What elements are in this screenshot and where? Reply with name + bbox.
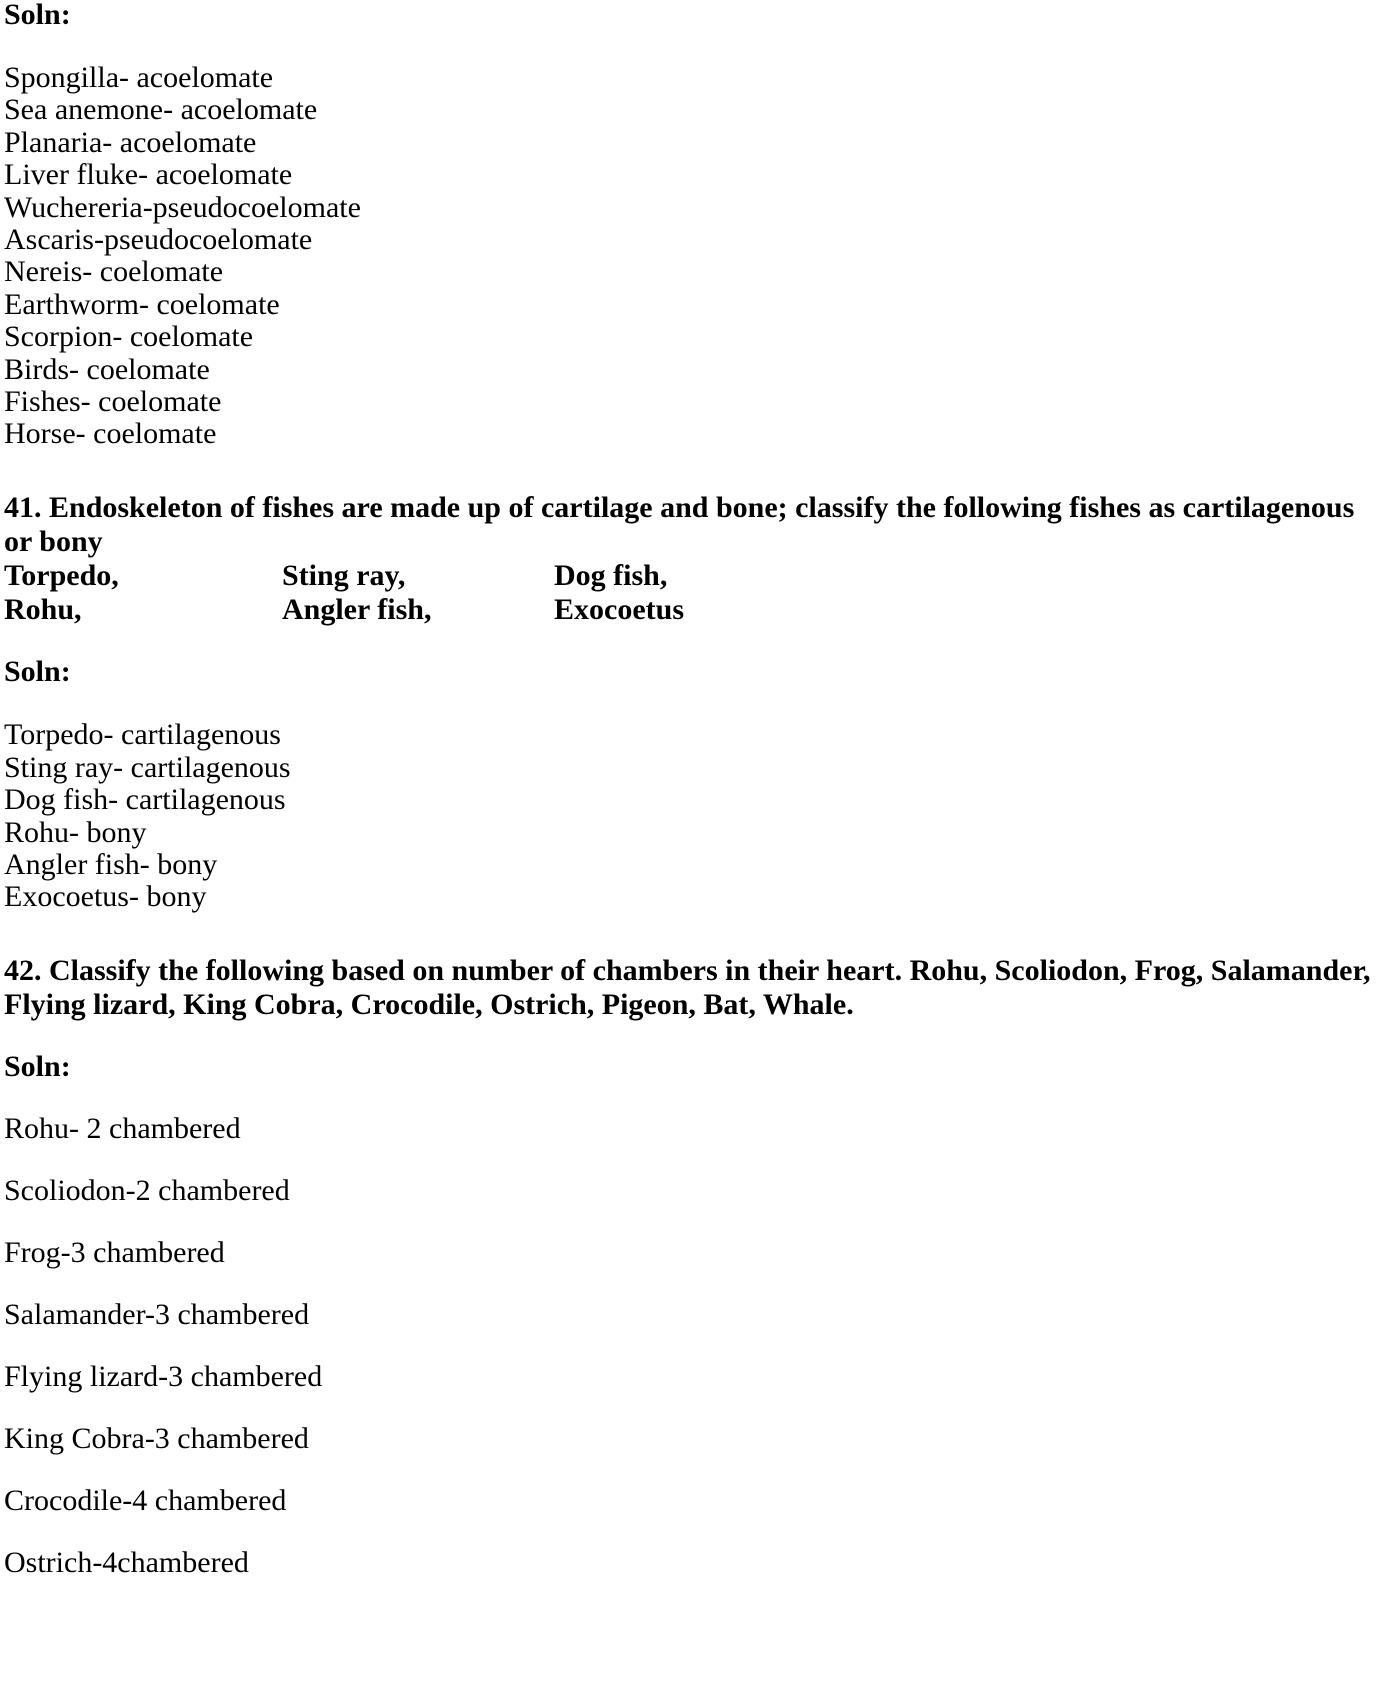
list-item: Scorpion- coelomate — [4, 320, 254, 354]
list-item: Flying lizard-3 chambered — [4, 1360, 323, 1394]
fish-cell: Sting ray, — [282, 559, 406, 593]
list-item: Rohu- 2 chambered — [4, 1112, 241, 1146]
list-item: Sting ray- cartilagenous — [4, 750, 291, 784]
list-item: Sea anemone- acoelomate — [4, 93, 318, 127]
question-41-line-1: 41. Endoskeleton of fishes are made up of cartilage and bone; classify the following fishes as cartilagenous — [4, 490, 1355, 524]
fish-cell: Rohu, — [4, 593, 82, 627]
list-item: Horse- coelomate — [4, 417, 217, 451]
fish-cell: Dog fish, — [554, 559, 668, 593]
list-item: Exocoetus- bony — [4, 880, 207, 914]
list-item: Fishes- coelomate — [4, 384, 222, 418]
table-row — [4, 559, 684, 593]
coelom-classification-list — [4, 62, 1385, 451]
list-item: Birds- coelomate — [4, 352, 210, 386]
spacer — [4, 1022, 1385, 1052]
fish-names-table — [4, 559, 684, 627]
list-item: Salamander-3 chambered — [4, 1298, 310, 1332]
spacer — [4, 1084, 1385, 1114]
question-41-line-2: or bony — [4, 524, 103, 558]
fish-cell: Angler fish, — [282, 593, 432, 627]
spacer — [4, 627, 1385, 657]
list-item: Dog fish- cartilagenous — [4, 783, 286, 817]
list-item: Frog-3 chambered — [4, 1236, 225, 1270]
fish-cell: Torpedo, — [4, 559, 119, 593]
table-row — [4, 593, 684, 627]
list-item: Scoliodon-2 chambered — [4, 1174, 290, 1208]
question-42-line-2: Flying lizard, King Cobra, Crocodile, Ostrich, Pigeon, Bat, Whale. — [4, 987, 854, 1021]
soln-heading-41: Soln: — [4, 655, 71, 689]
list-item: Liver fluke- acoelomate — [4, 158, 293, 192]
list-item: Rohu- bony — [4, 815, 147, 849]
heart-chambers-list — [4, 1114, 1385, 1578]
fish-cell: Exocoetus — [554, 593, 684, 627]
question-42-line-1: 42. Classify the following based on number of chambers in their heart. Rohu, Scoliodon, Frog, Salamander, — [4, 953, 1371, 987]
list-item: Ascaris-pseudocoelomate — [4, 222, 313, 256]
soln-heading-42: Soln: — [4, 1050, 71, 1084]
list-item: Planaria- acoelomate — [4, 125, 257, 159]
spacer — [4, 914, 1385, 954]
spacer — [4, 451, 1385, 491]
list-item: Earthworm- coelomate — [4, 287, 280, 321]
list-item: Angler fish- bony — [4, 848, 218, 881]
list-item: Torpedo- cartilagenous — [4, 718, 281, 752]
list-item: Nereis- coelomate — [4, 255, 224, 289]
list-item: Ostrich-4chambered — [4, 1546, 249, 1580]
spacer — [4, 689, 1385, 719]
soln-heading-40: Soln: — [4, 0, 71, 31]
list-item: Wuchereria-pseudocoelomate — [4, 190, 361, 224]
spacer — [4, 32, 1385, 62]
list-item: Crocodile-4 chambered — [4, 1484, 287, 1518]
list-item: King Cobra-3 chambered — [4, 1422, 309, 1456]
list-item: Spongilla- acoelomate — [4, 61, 274, 94]
fish-classification-list — [4, 719, 1385, 913]
